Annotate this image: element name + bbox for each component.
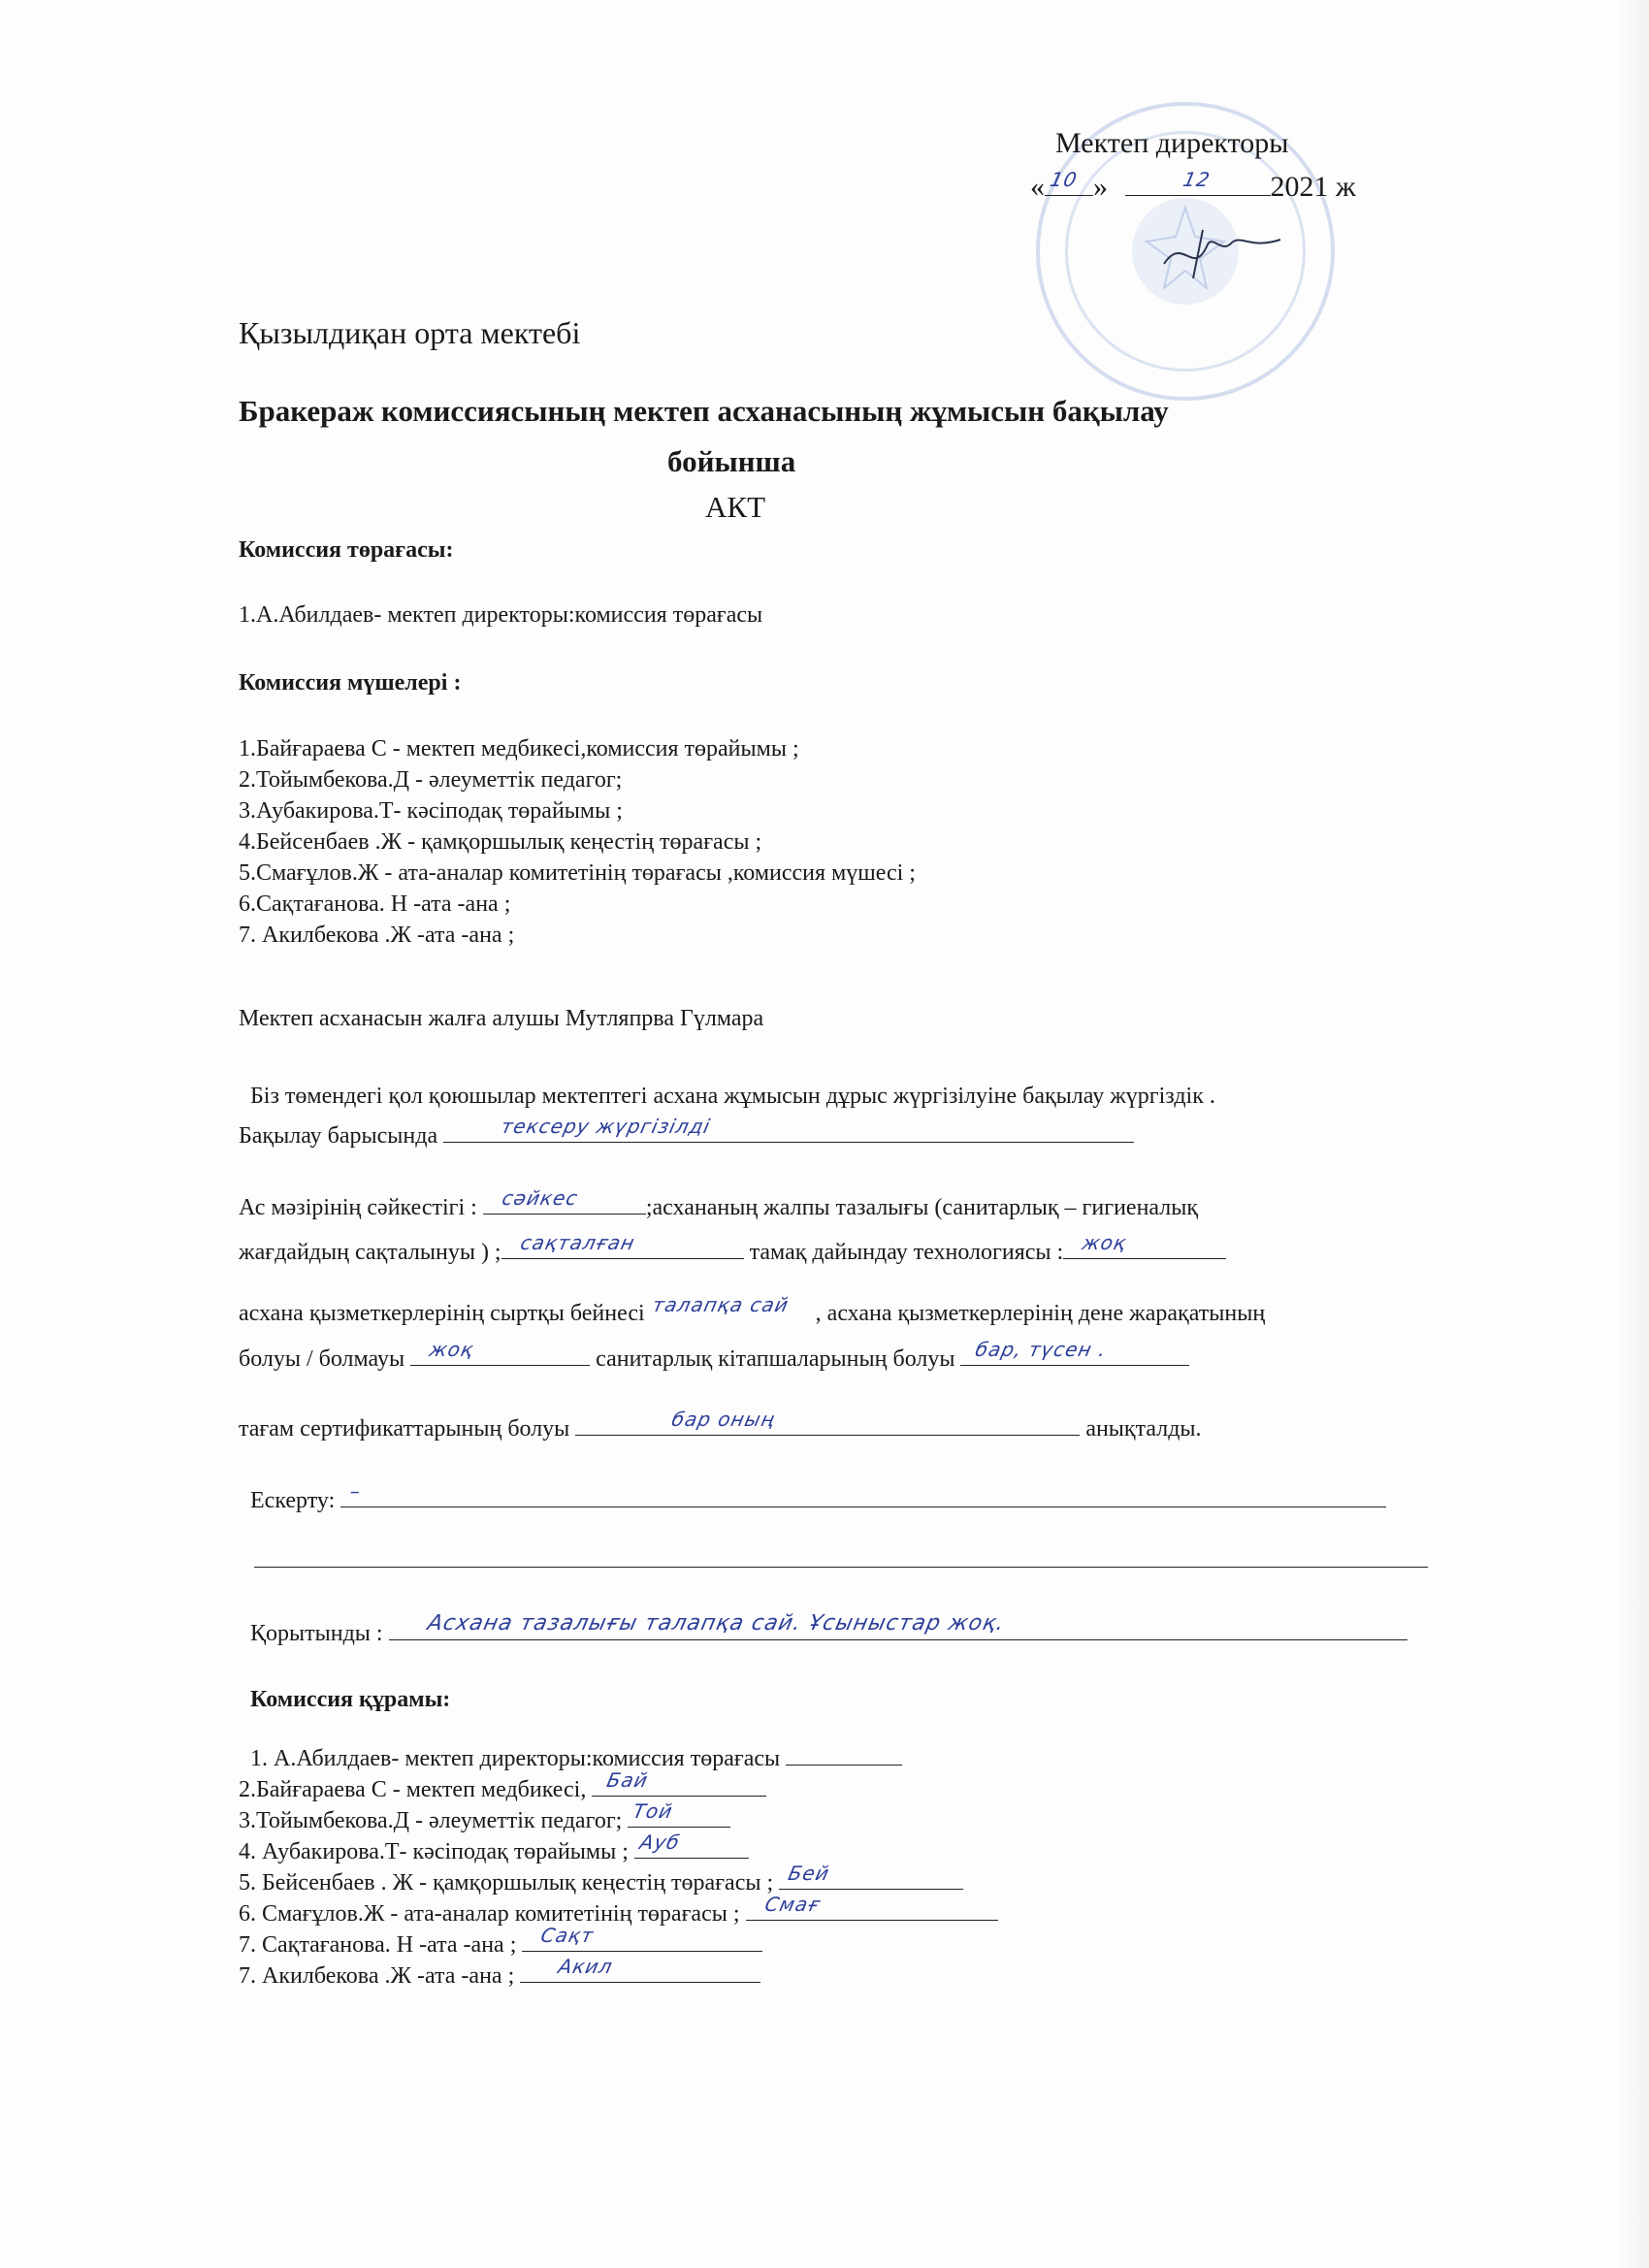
member-item: 6.Сақтағанова. Н -ата -ана ; [239, 891, 511, 917]
approval-date: « 10 » 12 2021 ж [1030, 168, 1356, 203]
composition-item: 6. Смағұлов.Ж - ата-аналар комитетінің төрағасы ; Смағ [239, 1898, 998, 1928]
menu-row: Ас мәзірінің сәйкестігі : сәйкес ;асхананың жалпы тазалығы (санитарлық – гигиеналық [239, 1186, 1199, 1220]
member-item: 5.Смағұлов.Ж - ата-аналар комитетінің төрағасы ,комиссия мүшесі ; [239, 860, 916, 886]
member-item: 3.Аубакирова.Т- кәсіподақ төрайымы ; [239, 798, 623, 824]
observation-field: тексеру жүргізілді [443, 1120, 1134, 1143]
director-title: Мектеп директоры [1055, 127, 1289, 159]
scan-edge [1614, 0, 1649, 2268]
sanitary-field: сақталған [501, 1237, 744, 1259]
injury-row: болуы / болмауы жоқ санитарлық кітапшаларының болуы бар, түсен . [239, 1344, 1189, 1374]
member-item: 7. Акилбекова .Ж -ата -ана ; [239, 923, 515, 948]
member-item: 4.Бейсенбаев .Ж - қамқоршылық кеңестің төрағасы ; [239, 829, 762, 855]
signature-field: Акил [520, 1960, 760, 1983]
sanbook-field: бар, түсен . [960, 1344, 1189, 1366]
conclusion-field: Асхана тазалығы талапқа сай. Ұсыныстар жоқ. [389, 1618, 1407, 1640]
doc-title-line3: АКТ [705, 490, 765, 524]
note-extra-line [254, 1567, 1428, 1568]
appearance-field: талапқа сай [650, 1293, 792, 1316]
conclusion-row: Қорытынды : Асхана тазалығы талапқа сай. Ұсыныстар жоқ. [250, 1618, 1407, 1648]
composition-item: 3.Тойымбекова.Д - әлеуметтік педагог; Той [239, 1805, 730, 1835]
signature-field [786, 1743, 902, 1766]
chair-heading: Комиссия төрағасы: [239, 537, 454, 563]
composition-item: 4. Аубакирова.Т- кәсіподақ төрайымы ; Ауб [239, 1836, 749, 1866]
date-month-field: 12 [1125, 174, 1271, 196]
composition-item: 7. Акилбекова .Ж -ата -ана ; Акил [239, 1960, 760, 1991]
composition-item: 5. Бейсенбаев . Ж - қамқоршылық кеңестің төрағасы ; Бей [239, 1867, 963, 1897]
signature-field: Сақт [522, 1929, 762, 1952]
note-row: Ескерту: – [250, 1485, 1386, 1515]
tech-field: жоқ [1063, 1237, 1226, 1259]
cert-field: бар оның [575, 1413, 1080, 1436]
signature-field: Бай [592, 1774, 766, 1797]
signature-field: Ауб [634, 1836, 749, 1859]
school-name: Қызылдиқан орта мектебі [239, 315, 581, 350]
cert-row: тағам сертификаттарының болуы бар оның анықталды. [239, 1408, 1202, 1442]
signature-field: Смағ [746, 1898, 998, 1921]
intro-line: Біз төмендегі қол қоюшылар мектептегі асхана жұмысын дұрыс жүргізілуіне бақылау жүргіздік . [250, 1084, 1215, 1109]
observation-row: Бақылау барысында тексеру жүргізілді [239, 1120, 1134, 1150]
composition-item: 7. Сақтағанова. Н -ата -ана ; Сақт [239, 1929, 762, 1960]
composition-item: 1. А.Абилдаев- мектеп директоры:комиссия төрағасы [250, 1743, 902, 1773]
menu-field: сәйкес [483, 1192, 646, 1215]
signature-field: Бей [779, 1867, 963, 1890]
date-day-field: 10 [1045, 174, 1093, 196]
composition-heading: Комиссия құрамы: [250, 1687, 451, 1712]
member-item: 2.Тойымбекова.Д - әлеуметтік педагог; [239, 767, 623, 793]
injury-field: жоқ [410, 1344, 590, 1366]
doc-title-line1: Бракераж комиссиясының мектеп асханасының жұмысын бақылау [239, 394, 1169, 428]
composition-item: 2.Байғараева С - мектеп медбикесі, Бай [239, 1774, 766, 1804]
signature-field: Той [628, 1805, 730, 1828]
member-item: 1.Байғараева С - мектеп медбикесі,комиссия төрайымы ; [239, 736, 799, 761]
note-field: – [340, 1485, 1386, 1507]
sanitary-row: жағдайдың сақталынуы ) ; сақталған тамақ дайындау технологиясы : жоқ [239, 1237, 1226, 1267]
members-heading: Комиссия мүшелері : [239, 670, 462, 696]
doc-title-line2: бойынша [667, 444, 796, 478]
director-signature [1154, 225, 1290, 283]
lessee-line: Мектеп асханасын жалға алушы Мутляпрва Гүлмара [239, 1006, 764, 1031]
appearance-row: асхана қызметкерлерінің сыртқы бейнесі талапқа сай , асхана қызметкерлерінің дене жарақатының [239, 1293, 1266, 1326]
chair-line: 1.А.Абилдаев- мектеп директоры:комиссия төрағасы [239, 602, 763, 628]
